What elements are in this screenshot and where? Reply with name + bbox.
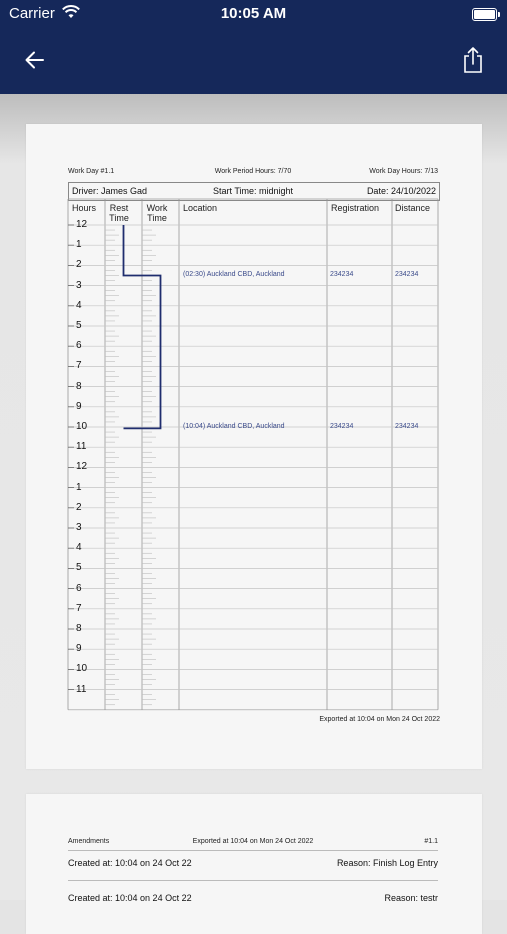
back-button[interactable] [22,47,48,73]
driver-name: Driver: James Gad [72,186,148,196]
hour-label: 12 [76,219,88,230]
hour-label: 7 [76,602,82,614]
work-day-label: Work Day #1.1 [68,168,115,175]
hour-label: 7 [76,360,82,372]
export-footnote: Exported at 10:04 on Mon 24 Oct 2022 [319,716,440,723]
amendment-reason: Reason: Finish Log Entry [336,858,438,868]
col-header-rest-line1: Rest [109,203,129,213]
hour-label: 2 [76,501,82,513]
logbook-page [26,124,482,769]
hour-label: 6 [76,582,82,594]
divider [68,850,438,851]
back-arrow-icon [22,47,48,73]
status-bar [0,0,507,28]
hour-label: 1 [76,239,82,251]
work-period-hours: Work Period Hours: 7/70 [214,168,292,175]
entry-distance: 234234 [395,423,419,431]
amendment-created: Created at: 10:04 on 24 Oct 22 [68,893,192,903]
hour-label: 9 [76,400,82,412]
amendment-reason: Reason: testr [384,893,438,903]
hour-label: 6 [76,340,82,352]
hour-label: 10 [76,663,88,675]
work-day-hours: Work Day Hours: 7/13 [369,168,438,175]
col-header-rest [108,203,130,223]
entry-registration: 234234 [330,423,354,431]
hour-label: 3 [76,279,82,291]
entry-registration: 234234 [330,270,354,278]
hour-label: 1 [76,481,82,493]
hour-label: 10 [76,421,88,432]
hour-label: 5 [76,562,82,574]
col-header-registration: Registration [331,203,380,213]
col-header-distance: Distance [395,203,431,213]
col-header-hours: Hours [72,203,97,213]
hour-label: 4 [76,299,82,311]
start-time: Start Time: midnight [213,186,294,196]
share-icon [460,45,486,75]
share-button[interactable] [460,45,486,75]
clock: 10:05 AM [220,5,287,22]
hour-label: 11 [76,683,87,695]
navigation-bar [0,0,507,94]
amendments-page [26,794,482,934]
hour-label: 9 [76,643,82,655]
divider [68,880,438,881]
hour-label: 4 [76,542,82,554]
hour-label: 8 [76,380,82,392]
battery-icon [472,8,497,21]
entry-location: (10:04) Auckland CBD, Auckland [183,423,285,431]
entry-location: (02:30) Auckland CBD, Auckland [183,270,285,278]
carrier-label: Carrier [9,5,55,22]
entry-distance: 234234 [395,270,419,278]
amendments-title: Amendments [68,838,110,845]
col-header-work-line1: Work [146,203,168,213]
hour-label: 2 [76,259,82,271]
amendments-exported: Exported at 10:04 on Mon 24 Oct 2022 [192,838,314,845]
hour-label: 8 [76,623,82,634]
amendment-created: Created at: 10:04 on 24 Oct 22 [68,858,192,868]
col-header-rest-line2: Time [109,213,129,223]
amendments-ref: #1.1 [424,838,438,845]
log-grid [26,124,482,769]
col-header-work-line2: Time [147,213,167,223]
col-header-location: Location [183,203,218,213]
document-viewer[interactable] [0,94,507,903]
col-header-work [145,203,169,223]
hour-label: 3 [76,522,82,533]
hour-label: 5 [76,320,82,331]
hour-label: 11 [76,441,87,453]
log-date: Date: 24/10/2022 [366,186,436,196]
hour-label: 12 [76,461,88,473]
